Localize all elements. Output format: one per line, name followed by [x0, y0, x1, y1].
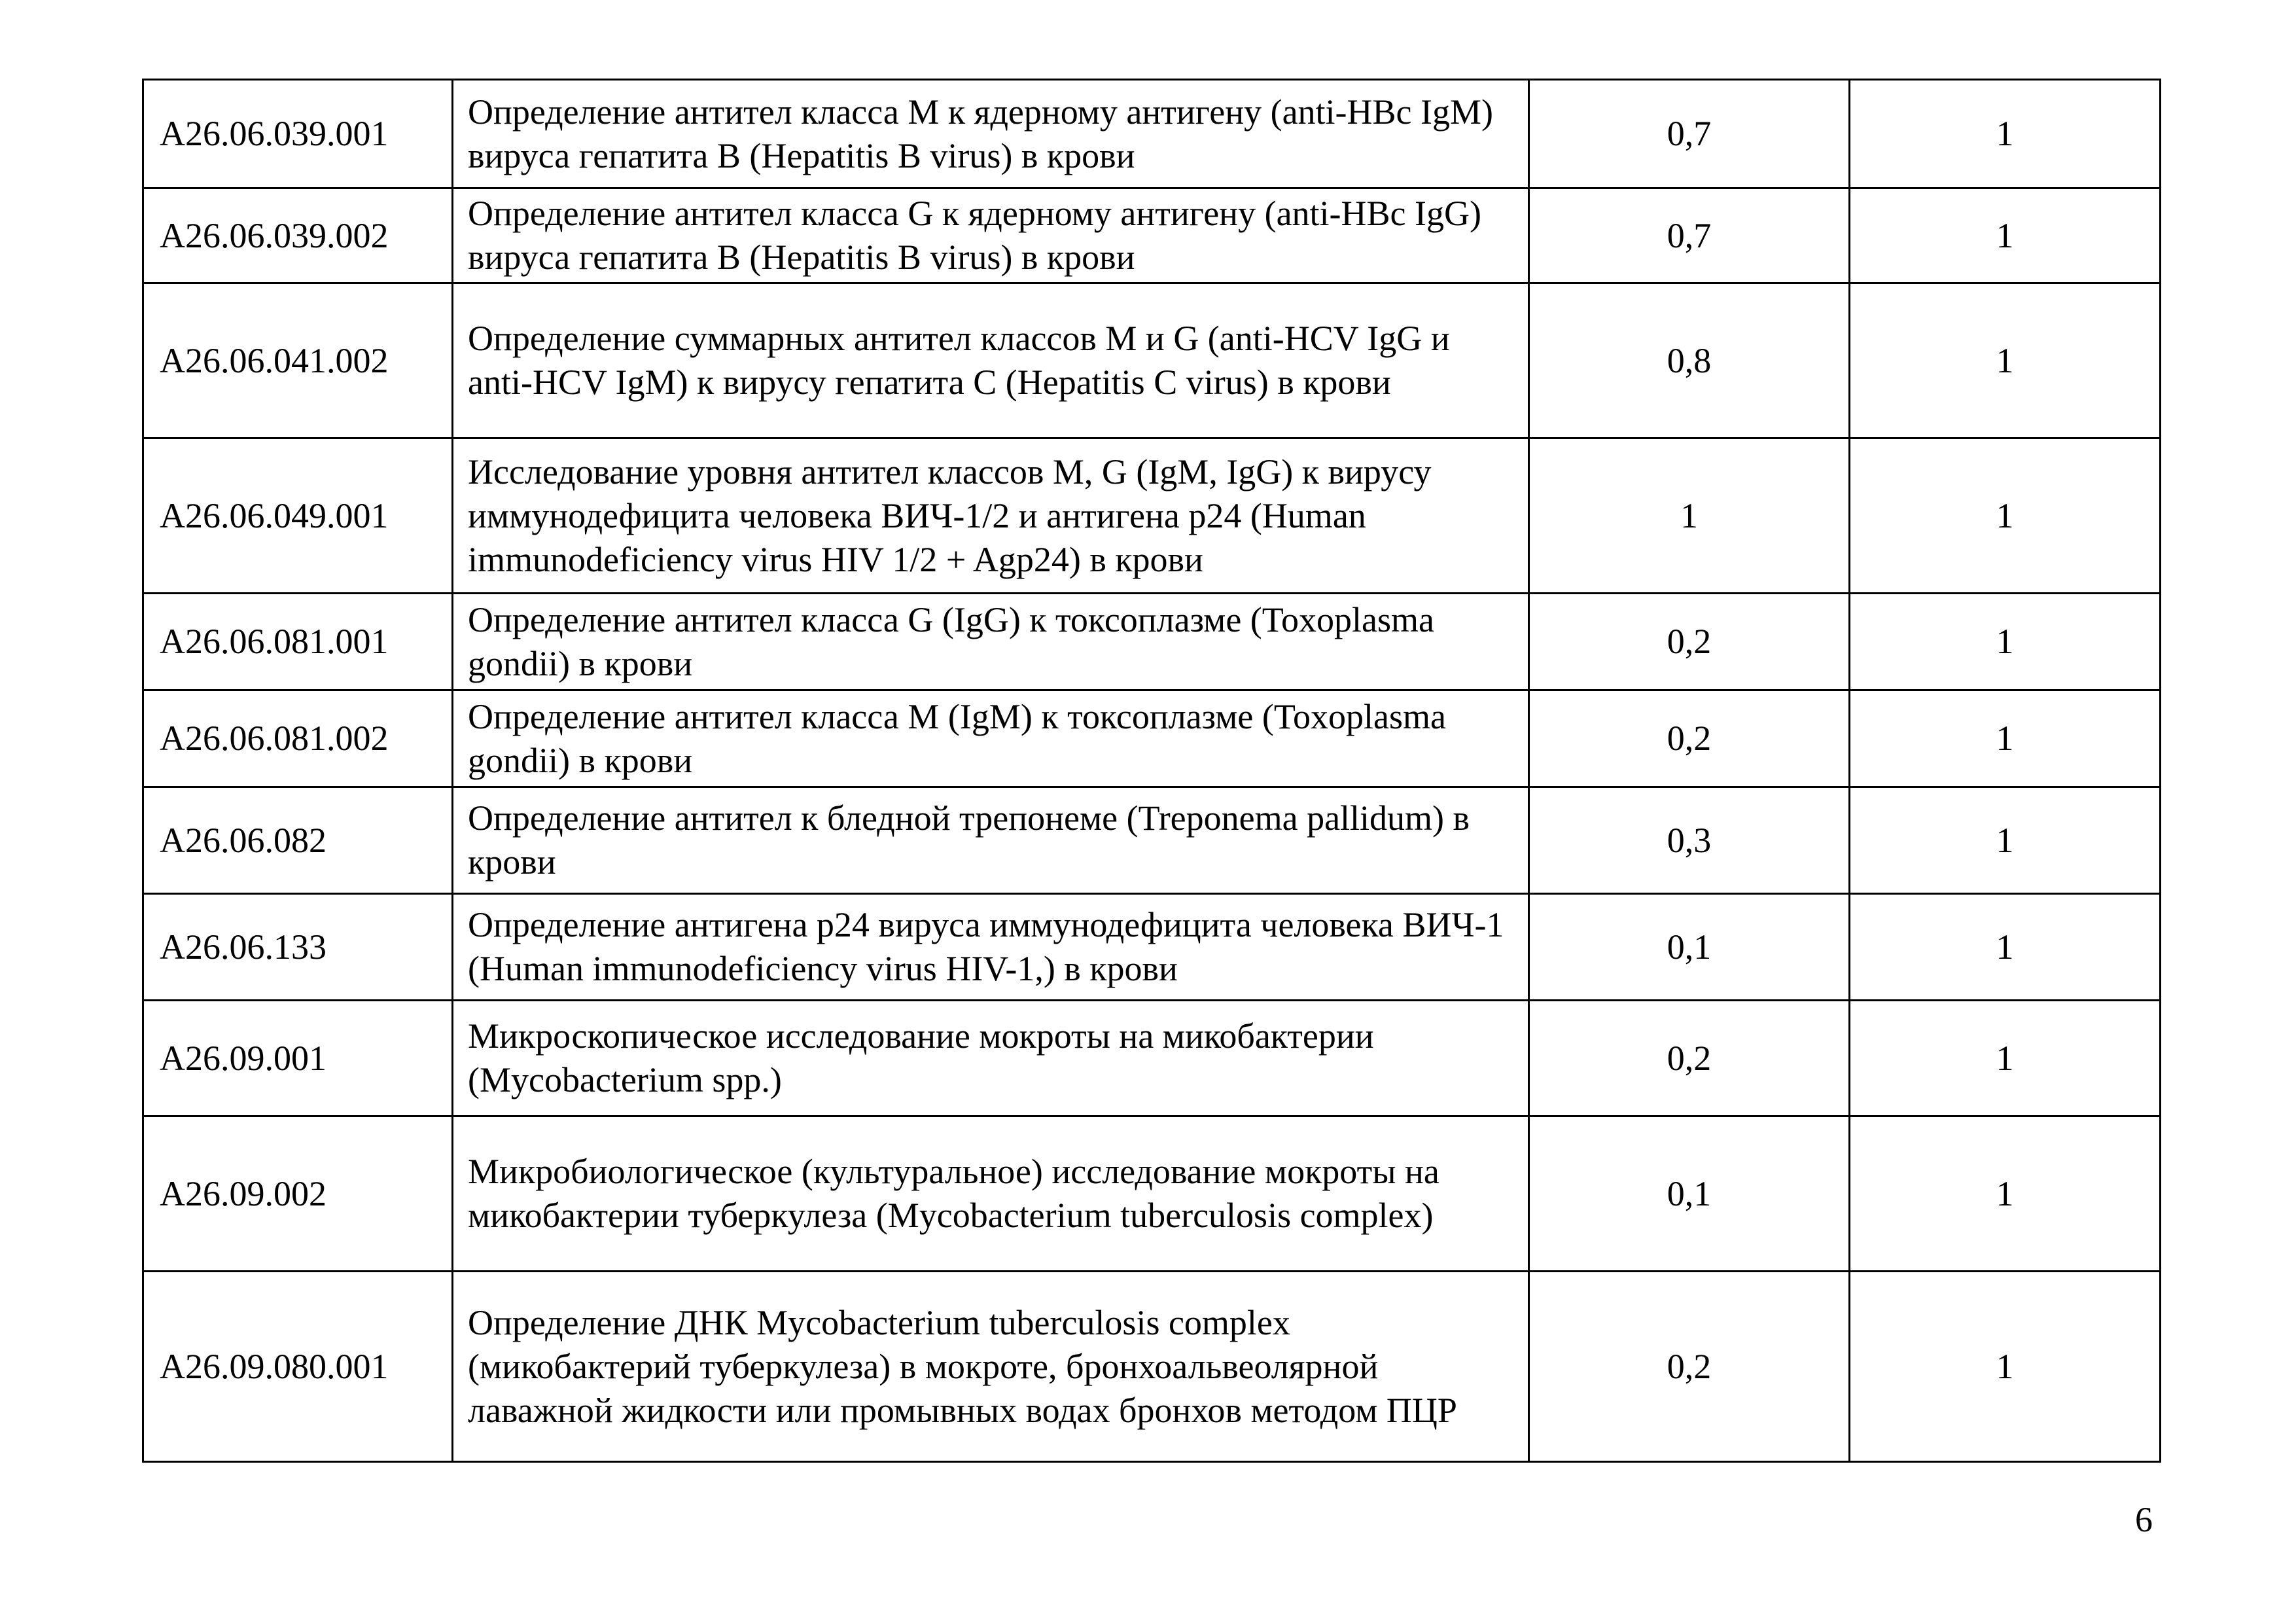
service-coefficient: 0,2 — [1529, 594, 1850, 690]
service-name: Микробиологическое (культуральное) исследование мокроты на микобактерии туберкулеза (Mycobacterium tuberculosis complex) — [453, 1116, 1529, 1272]
table-row — [143, 188, 2161, 283]
service-code: А26.06.041.002 — [143, 283, 453, 438]
service-multiplicity: 1 — [1850, 1116, 2161, 1272]
service-name: Определение ДНК Mycobacterium tuberculosis complex (микобактерий туберкулеза) в мокроте, бронхоальвеолярной лаважной жидкости или промывных водах бронхов методом ПЦР — [453, 1272, 1529, 1462]
service-name: Микроскопическое исследование мокроты на микобактерии (Mycobacterium spp.) — [453, 1001, 1529, 1116]
service-code: А26.09.002 — [143, 1116, 453, 1272]
service-code: А26.06.081.002 — [143, 690, 453, 787]
service-name: Определение антигена p24 вируса иммунодефицита человека ВИЧ-1 (Human immunodeficiency virus HIV-1,) в крови — [453, 894, 1529, 1001]
table-row — [143, 690, 2161, 787]
service-name: Определение антител класса M (IgM) к токсоплазме (Toxoplasma gondii) в крови — [453, 690, 1529, 787]
service-code: А26.06.039.001 — [143, 80, 453, 188]
table-row — [143, 1001, 2161, 1116]
service-coefficient: 1 — [1529, 438, 1850, 594]
service-multiplicity: 1 — [1850, 1001, 2161, 1116]
table-row — [143, 1272, 2161, 1462]
service-coefficient: 0,1 — [1529, 894, 1850, 1001]
service-multiplicity: 1 — [1850, 894, 2161, 1001]
service-name: Определение антител класса M к ядерному антигену (anti-HBc IgM) вируса гепатита B (Hepatitis B virus) в крови — [453, 80, 1529, 188]
table-row — [143, 594, 2161, 690]
service-coefficient: 0,1 — [1529, 1116, 1850, 1272]
service-multiplicity: 1 — [1850, 594, 2161, 690]
service-coefficient: 0,2 — [1529, 1001, 1850, 1116]
service-code: А26.06.082 — [143, 787, 453, 894]
table-row — [143, 80, 2161, 188]
service-coefficient: 0,7 — [1529, 80, 1850, 188]
table-row — [143, 1116, 2161, 1272]
service-name: Определение суммарных антител классов M и G (anti-HCV IgG и anti-HCV IgM) к вирусу гепатита C (Hepatitis C virus) в крови — [453, 283, 1529, 438]
service-name: Определение антител к бледной трепонеме (Treponema pallidum) в крови — [453, 787, 1529, 894]
service-coefficient: 0,2 — [1529, 1272, 1850, 1462]
table-row — [143, 894, 2161, 1001]
service-name: Определение антител класса G к ядерному антигену (anti-HBc IgG) вируса гепатита B (Hepatitis B virus) в крови — [453, 188, 1529, 283]
service-coefficient: 0,2 — [1529, 690, 1850, 787]
service-multiplicity: 1 — [1850, 787, 2161, 894]
service-code: А26.06.133 — [143, 894, 453, 1001]
table-row — [143, 283, 2161, 438]
service-coefficient: 0,8 — [1529, 283, 1850, 438]
table-row — [143, 438, 2161, 594]
service-multiplicity: 1 — [1850, 188, 2161, 283]
service-code: А26.06.081.001 — [143, 594, 453, 690]
service-name: Исследование уровня антител классов M, G (IgM, IgG) к вирусу иммунодефицита человека ВИЧ-1/2 и антигена p24 (Human immunodeficiency virus HIV 1/2 + Agp24) в крови — [453, 438, 1529, 594]
service-name: Определение антител класса G (IgG) к токсоплазме (Toxoplasma gondii) в крови — [453, 594, 1529, 690]
service-code: А26.09.080.001 — [143, 1272, 453, 1462]
service-multiplicity: 1 — [1850, 1272, 2161, 1462]
services-table — [142, 79, 2161, 1463]
service-coefficient: 0,7 — [1529, 188, 1850, 283]
service-multiplicity: 1 — [1850, 690, 2161, 787]
service-coefficient: 0,3 — [1529, 787, 1850, 894]
service-multiplicity: 1 — [1850, 283, 2161, 438]
service-code: А26.06.039.002 — [143, 188, 453, 283]
service-code: А26.06.049.001 — [143, 438, 453, 594]
service-multiplicity: 1 — [1850, 80, 2161, 188]
table-row — [143, 787, 2161, 894]
page-number: 6 — [2135, 1500, 2153, 1539]
service-code: А26.09.001 — [143, 1001, 453, 1116]
service-multiplicity: 1 — [1850, 438, 2161, 594]
